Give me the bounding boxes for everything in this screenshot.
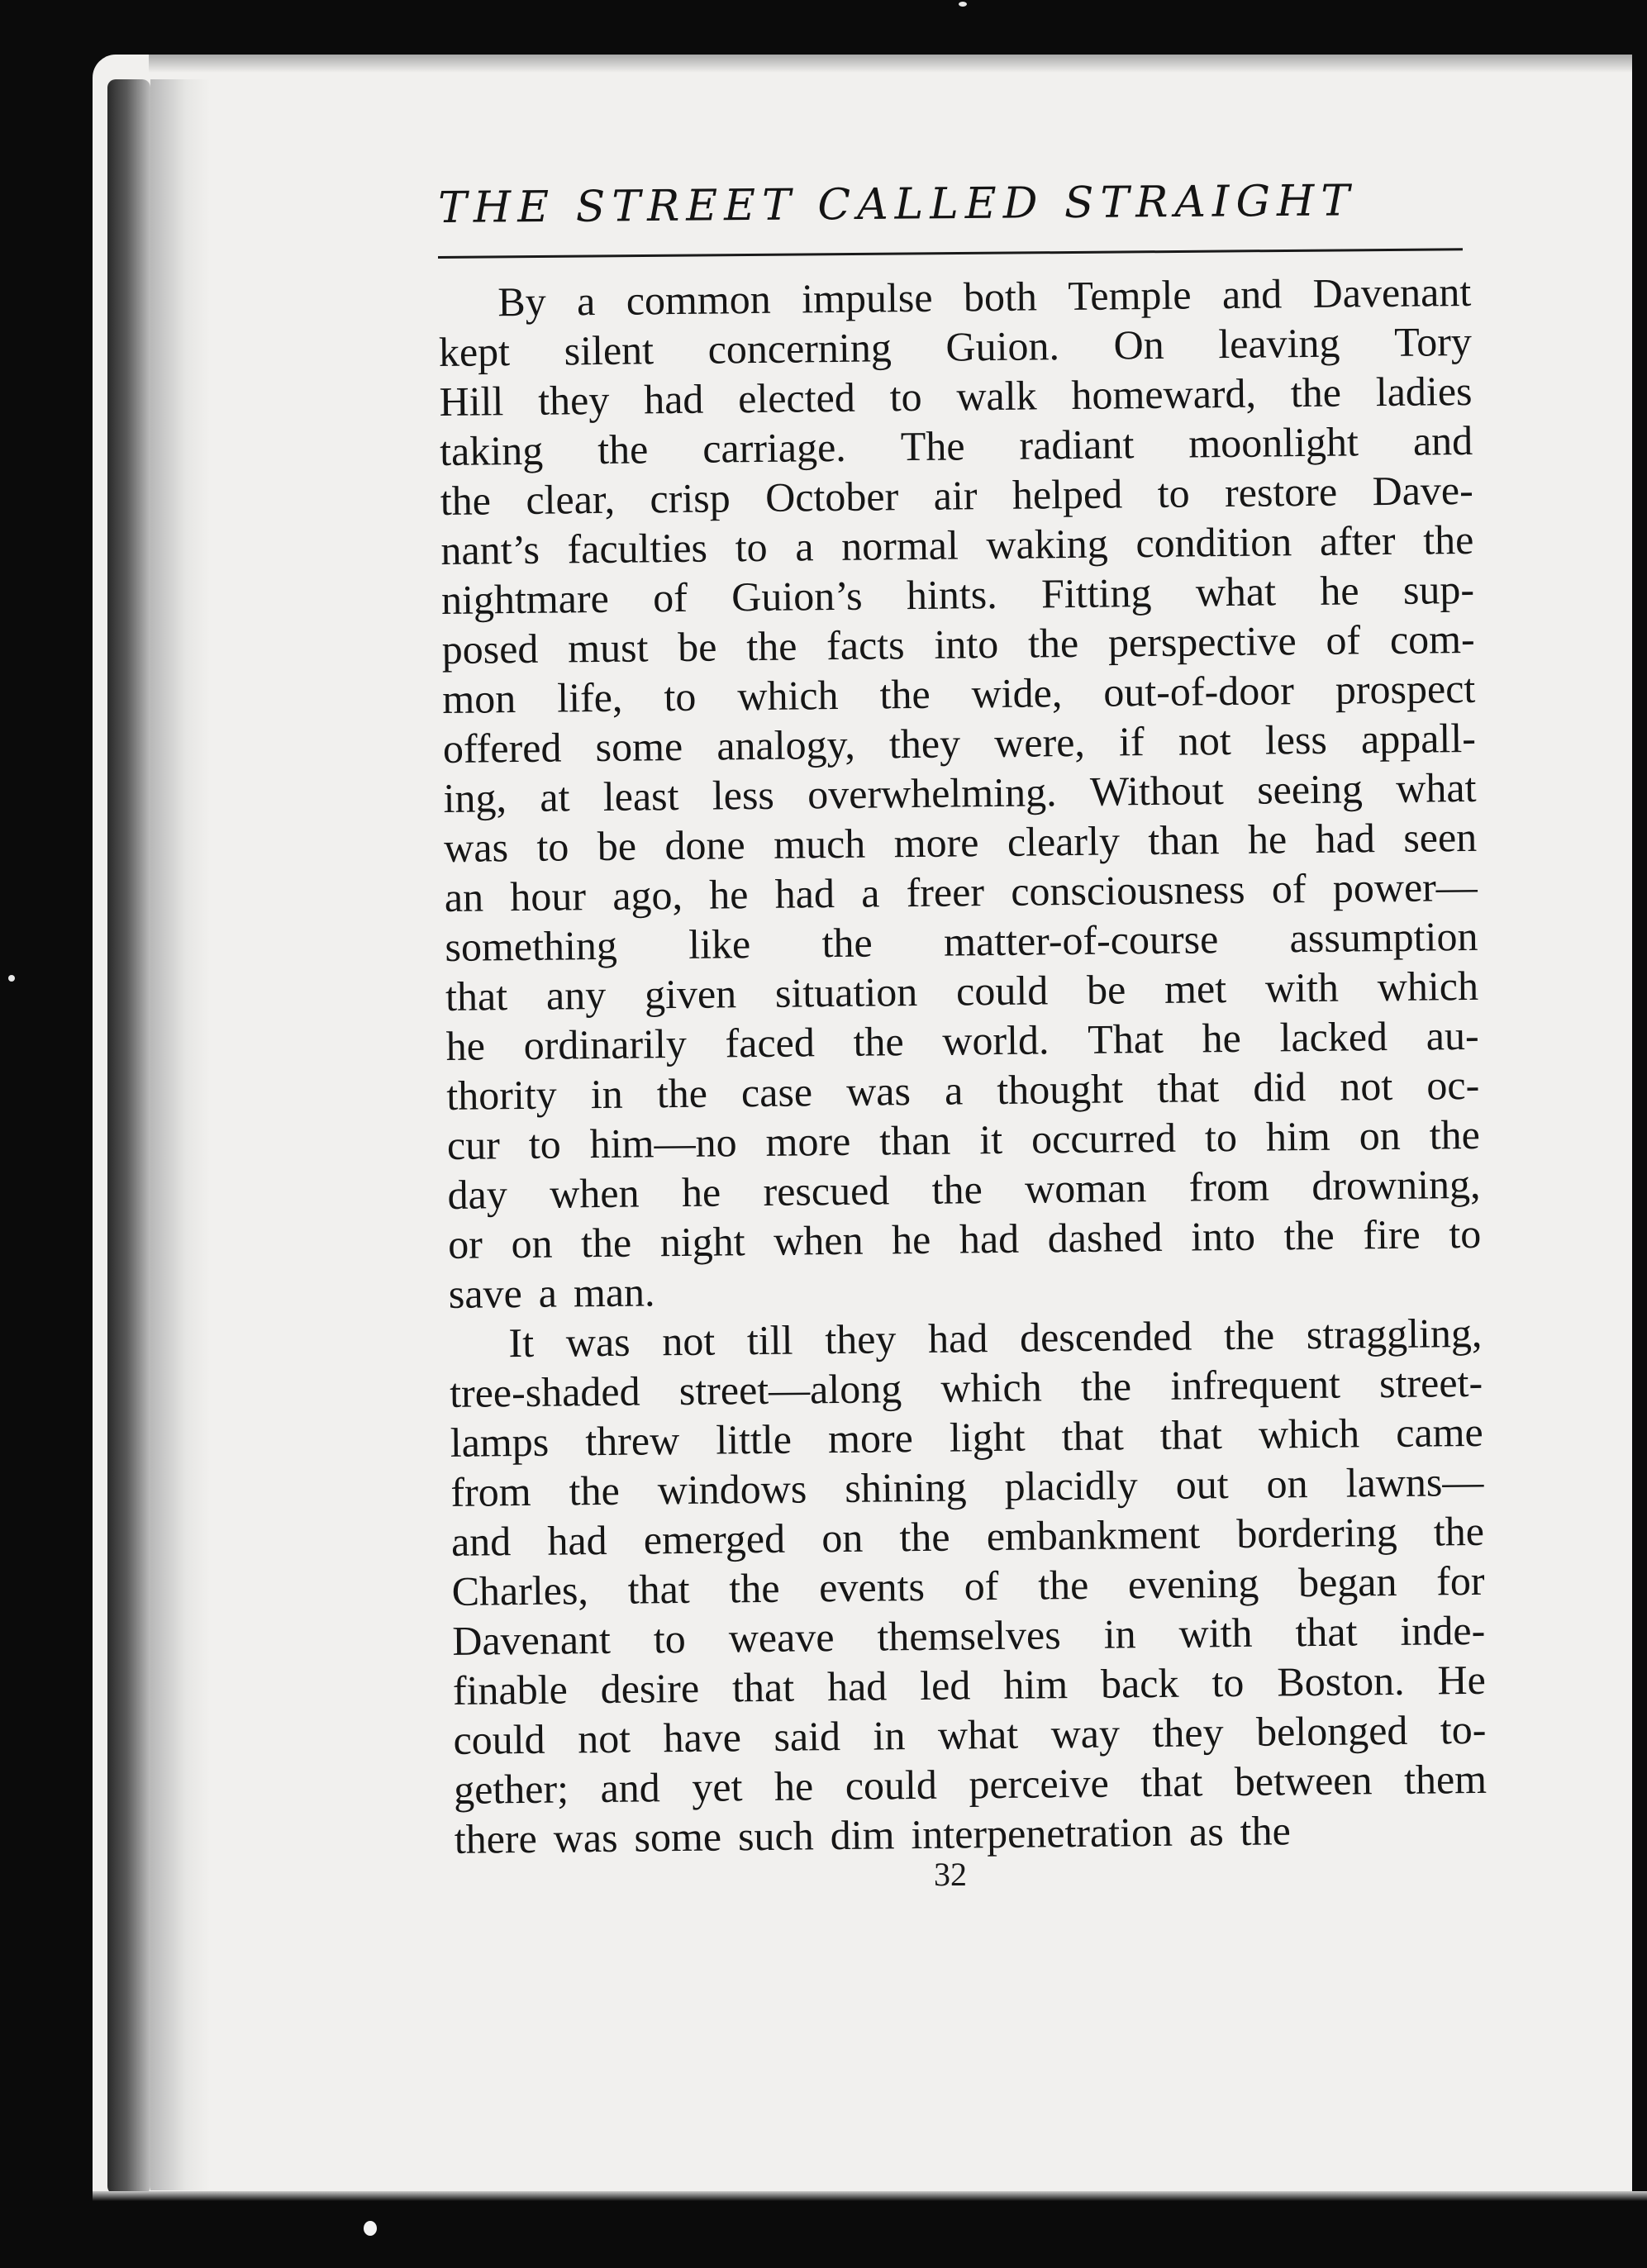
text-line: lamps threw little more light that that which came [450,1408,1483,1466]
text-line: he ordinarily faced the world. That he lacked au- [445,1011,1479,1069]
text-line: gether; and yet he could perceive that between them [453,1755,1488,1813]
body-text [438,267,1488,1864]
text-line: cur to him—no more than it occurred to him on the [446,1110,1481,1168]
text-line: that any given situation could be met with which [445,962,1479,1020]
text-line: from the windows shining placidly out on lawns— [450,1457,1484,1515]
scan-speck [364,2221,377,2236]
text-line: By a common impulse both Temple and Davenant [497,268,1472,326]
text-line: Charles, that the events of the evening began for [451,1557,1485,1614]
text-line: could not have said in what way they belonged to- [453,1705,1487,1763]
text-line: save a man. [448,1268,655,1317]
binding-gutter [107,79,150,2194]
text-line: taking the carriage. The radiant moonlight and [439,416,1473,474]
bottom-page-edge [93,2191,1647,2201]
text-line: something like the matter-of-course assumption [445,912,1478,970]
text-line: tree-shaded street—along which the infrequent street- [449,1358,1483,1416]
text-line: nant’s faculties to a normal waking condition after the [440,516,1474,573]
top-page-shadow [149,55,1647,73]
text-line: day when he rescued the woman from drowning, [447,1160,1481,1218]
text-line: the clear, crisp October air helped to restore Dave- [440,466,1474,524]
text-line: kept silent concerning Guion. On leaving Tory [438,317,1473,375]
text-line: posed must be the facts into the perspective of com- [441,615,1475,673]
text-line: offered some analogy, they were, if not less appall- [442,714,1477,772]
right-page-edge [1632,55,1647,2203]
scan-speck [8,975,15,982]
page-number: 32 [934,1856,967,1893]
text-line: Davenant to weave themselves in with that inde- [451,1606,1486,1664]
text-line: finable desire that had led him back to Boston. He [452,1656,1487,1714]
running-head: THE STREET CALLED STRAIGHT [438,176,1357,233]
scan-speck [959,2,967,7]
text-line: an hour ago, he had a freer consciousness of power— [444,863,1478,920]
text-line: thority in the case was a thought that did not oc- [446,1061,1480,1119]
text-line: and had emerged on the embankment bordering the [450,1507,1485,1565]
text-line: nightmare of Guion’s hints. Fitting what he sup- [440,565,1475,623]
binding-shadow [150,79,210,2190]
text-line: ing, at least less overwhelming. Without seeing what [443,763,1477,821]
text-line: It was not till they had descended the straggling, [508,1309,1483,1367]
text-line: there was some such dim interpenetration as the [454,1807,1292,1862]
text-line: mon life, to which the wide, out-of-door prospect [442,664,1476,722]
text-line: Hill they had elected to walk homeward, the ladies [439,367,1473,425]
text-line: was to be done much more clearly than he had seen [443,813,1478,871]
text-line: or on the night when he had dashed into the fire to [447,1210,1482,1267]
